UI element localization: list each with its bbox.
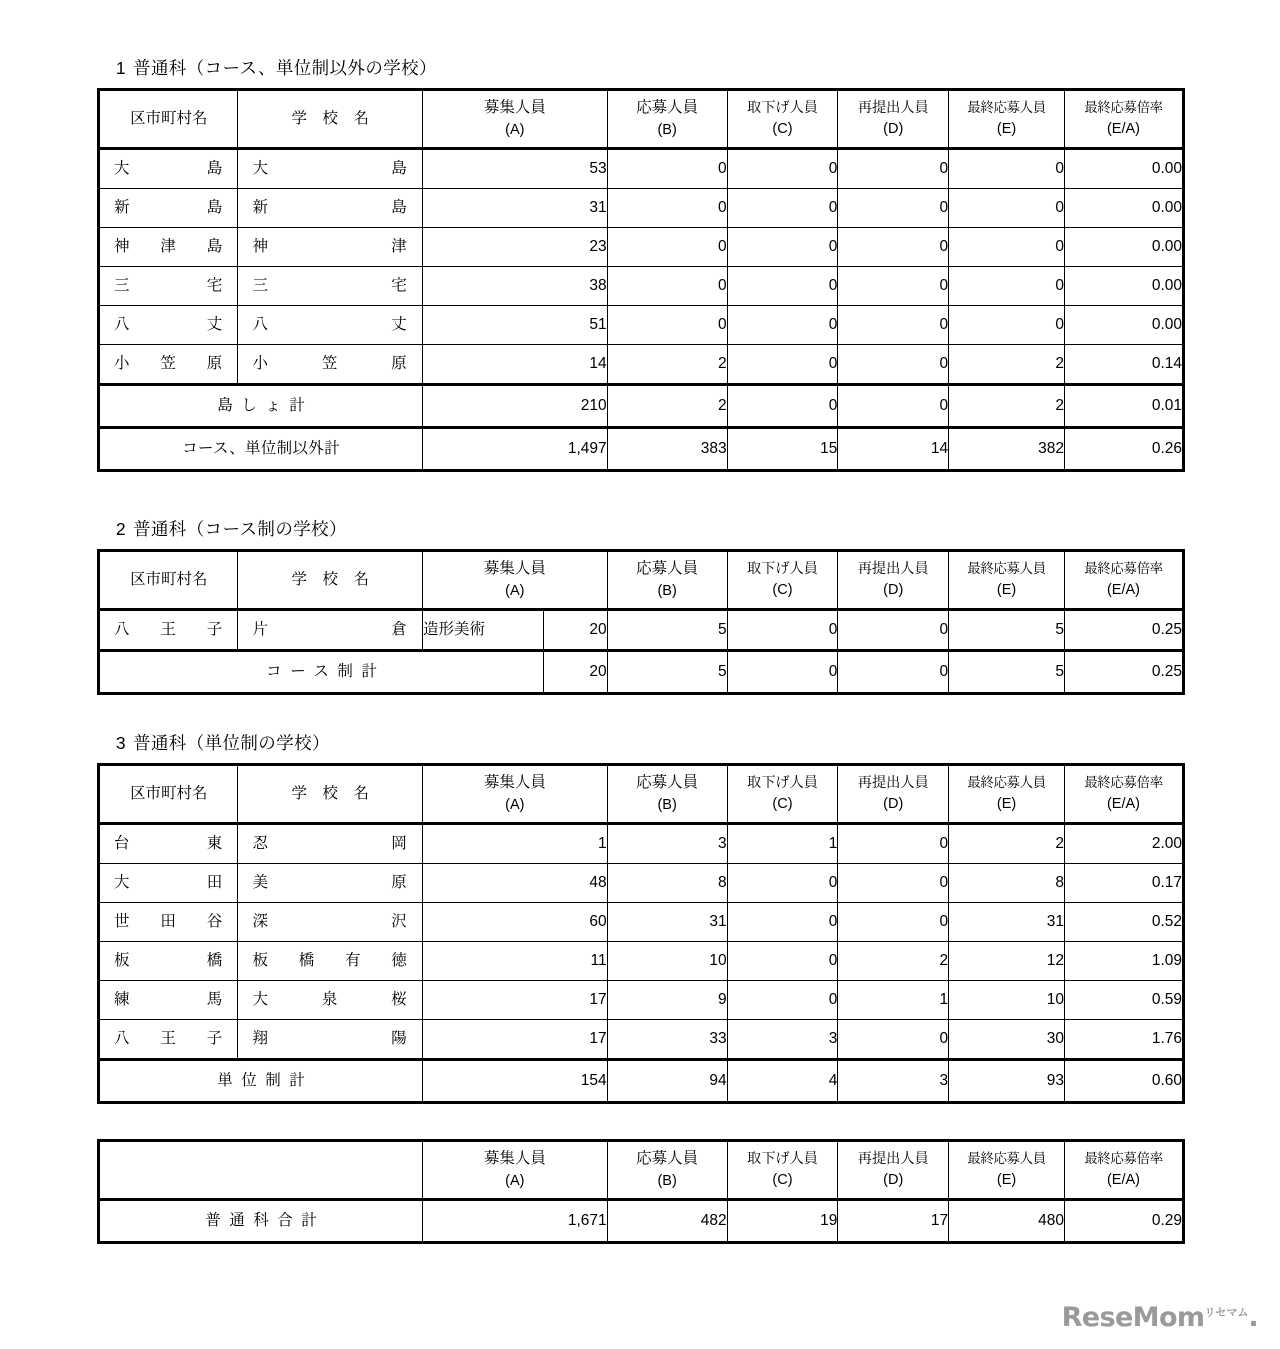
cell-withdrawn-c: 0	[727, 981, 838, 1020]
column-header-sublabel: (E/A)	[1106, 120, 1140, 137]
table-row	[99, 189, 1184, 228]
cell-school	[238, 345, 423, 385]
total-applicants-b: 94	[607, 1060, 727, 1103]
cell-capacity-a: 60	[423, 903, 608, 942]
column-header-sublabel: (A)	[505, 122, 525, 139]
table-row	[99, 942, 1184, 981]
total-label	[99, 385, 423, 428]
cell-applicants-b: 9	[607, 981, 727, 1020]
column-header-2	[423, 551, 608, 610]
section-1-title: 普通科（コース、単位制以外の学校）	[133, 58, 437, 78]
cell-city-text: 大田	[114, 874, 224, 892]
column-header-2	[423, 90, 608, 149]
cell-school-text: 八丈	[252, 316, 409, 334]
cell-city	[99, 610, 238, 651]
cell-applicants-b: 3	[607, 824, 727, 864]
column-header-label: 最終応募人員	[967, 100, 1046, 116]
cell-withdrawn-c: 3	[727, 1020, 838, 1060]
column-header-1	[238, 765, 423, 824]
table-row	[99, 864, 1184, 903]
column-header-3	[607, 1141, 727, 1200]
column-header-sublabel: (A)	[505, 583, 525, 600]
column-header-label: 応募人員	[636, 99, 699, 117]
cell-school-text: 神津	[252, 238, 409, 256]
cell-resubmitted-d: 0	[838, 189, 949, 228]
cell-school-text: 小笠原	[252, 355, 409, 373]
column-header-sublabel: (E/A)	[1106, 581, 1140, 598]
cell-final-applicants-e: 8	[949, 864, 1065, 903]
cell-withdrawn-c: 0	[727, 267, 838, 306]
table-total-row-grand	[99, 1200, 1184, 1243]
cell-withdrawn-c: 0	[727, 149, 838, 189]
cell-final-applicants-e: 30	[949, 1020, 1065, 1060]
cell-city-text: 八王子	[114, 1030, 224, 1048]
column-header-label: 最終応募人員	[967, 775, 1046, 791]
watermark-text: ReseMom	[1061, 1302, 1205, 1333]
cell-city	[99, 228, 238, 267]
cell-final-applicants-e: 0	[949, 149, 1065, 189]
column-header-5	[838, 551, 949, 610]
cell-withdrawn-c: 0	[727, 864, 838, 903]
table-row	[99, 610, 1184, 651]
column-header-4	[727, 765, 838, 824]
column-header-label: 最終応募倍率	[1084, 1151, 1163, 1167]
watermark-kana: リセマム	[1204, 1306, 1249, 1319]
cell-school-text: 大島	[252, 160, 409, 178]
total-capacity-a: 210	[423, 385, 608, 428]
total-final-ratio-ea: 0.25	[1064, 651, 1183, 694]
resemom-watermark	[1062, 1302, 1258, 1333]
column-header-sublabel: (E)	[996, 795, 1017, 812]
cell-final-applicants-e: 31	[949, 903, 1065, 942]
cell-city-text: 新島	[114, 199, 224, 217]
cell-city-text: 三宅	[114, 277, 224, 295]
column-header-2	[423, 1141, 608, 1200]
cell-capacity-a: 53	[423, 149, 608, 189]
cell-applicants-b: 2	[607, 345, 727, 385]
cell-final-applicants-e: 2	[949, 345, 1065, 385]
cell-city-text: 八丈	[114, 316, 224, 334]
cell-withdrawn-c: 0	[727, 306, 838, 345]
cell-resubmitted-d: 0	[838, 864, 949, 903]
section-3-title: 普通科（単位制の学校）	[133, 733, 330, 753]
cell-final-ratio-ea: 0.00	[1064, 267, 1183, 306]
column-header-sublabel: (C)	[772, 582, 793, 599]
column-header-sublabel: (A)	[505, 797, 525, 814]
total-final-ratio-ea: 0.29	[1064, 1200, 1183, 1243]
column-header-label: 区市町村名	[129, 571, 208, 589]
column-header-4	[727, 1141, 838, 1200]
total-final-applicants-e: 382	[949, 428, 1065, 471]
total-label-text: 普通科合計	[205, 1212, 326, 1230]
total-final-ratio-ea: 0.26	[1064, 428, 1183, 471]
column-header-7	[1064, 551, 1183, 610]
table-total-row-credit-system	[99, 1060, 1184, 1103]
cell-withdrawn-c: 0	[727, 228, 838, 267]
total-withdrawn-c: 19	[727, 1200, 838, 1243]
cell-final-ratio-ea: 0.14	[1064, 345, 1183, 385]
column-header-7	[1064, 1141, 1183, 1200]
total-withdrawn-c: 4	[727, 1060, 838, 1103]
cell-final-ratio-ea: 1.76	[1064, 1020, 1183, 1060]
cell-school	[238, 610, 423, 651]
cell-final-ratio-ea: 0.52	[1064, 903, 1183, 942]
table-grand-total	[97, 1139, 1185, 1244]
column-header-label: 募集人員	[483, 774, 546, 792]
column-header-label: 取下げ人員	[746, 561, 818, 577]
cell-city-text: 神津島	[114, 238, 224, 256]
table-header-row	[99, 90, 1184, 149]
cell-resubmitted-d: 0	[838, 610, 949, 651]
column-header-label: 応募人員	[636, 1150, 699, 1168]
column-header-label: 学 校 名	[291, 571, 369, 589]
total-resubmitted-d: 0	[838, 651, 949, 694]
total-resubmitted-d: 3	[838, 1060, 949, 1103]
section-3-number: 3	[115, 733, 126, 753]
column-header-7	[1064, 765, 1183, 824]
total-capacity-a: 20	[544, 651, 608, 694]
cell-city-text: 八王子	[114, 621, 224, 639]
cell-final-ratio-ea: 0.00	[1064, 189, 1183, 228]
table-row	[99, 345, 1184, 385]
cell-applicants-b: 33	[607, 1020, 727, 1060]
total-capacity-a: 1,671	[423, 1200, 608, 1243]
column-header-0	[99, 90, 238, 149]
cell-capacity-a: 17	[423, 1020, 608, 1060]
total-applicants-b: 383	[607, 428, 727, 471]
cell-withdrawn-c: 0	[727, 189, 838, 228]
cell-resubmitted-d: 0	[838, 903, 949, 942]
cell-school-text: 深沢	[252, 913, 409, 931]
column-header-sublabel: (E/A)	[1106, 795, 1140, 812]
column-header-label: 最終応募人員	[967, 561, 1046, 577]
cell-school	[238, 267, 423, 306]
total-label	[99, 651, 544, 694]
column-header-sublabel: (A)	[505, 1173, 525, 1190]
cell-city	[99, 149, 238, 189]
section-2-number: 2	[115, 519, 126, 539]
total-capacity-a: 1,497	[423, 428, 608, 471]
cell-applicants-b: 0	[607, 189, 727, 228]
column-header-label: 応募人員	[636, 774, 699, 792]
cell-school-text: 三宅	[252, 277, 409, 295]
column-header-sublabel: (D)	[883, 121, 904, 138]
column-header-sublabel: (B)	[657, 1173, 677, 1190]
column-header-sublabel: (E/A)	[1106, 1171, 1140, 1188]
table-row	[99, 1020, 1184, 1060]
cell-final-ratio-ea: 0.25	[1064, 610, 1183, 651]
column-header-label: 募集人員	[483, 560, 546, 578]
column-header-1	[238, 551, 423, 610]
column-header-label: 区市町村名	[129, 785, 208, 803]
column-header-5	[838, 1141, 949, 1200]
column-header-label: 取下げ人員	[747, 100, 818, 116]
column-header-4	[727, 551, 838, 610]
column-header-sublabel: (E)	[996, 120, 1017, 137]
cell-school	[238, 824, 423, 864]
total-label-text: 島しょ計	[217, 397, 314, 415]
column-header-label: 最終応募倍率	[1084, 775, 1163, 791]
cell-final-ratio-ea: 0.17	[1064, 864, 1183, 903]
column-header-label: 取下げ人員	[747, 1151, 818, 1167]
column-header-label: 募集人員	[483, 99, 546, 117]
cell-withdrawn-c: 0	[727, 903, 838, 942]
column-header-sublabel: (D)	[883, 796, 904, 813]
cell-school-text: 片倉	[252, 621, 409, 639]
cell-final-ratio-ea: 0.00	[1064, 228, 1183, 267]
cell-applicants-b: 0	[607, 267, 727, 306]
table-row	[99, 981, 1184, 1020]
cell-city-text: 板橋	[114, 952, 224, 970]
cell-city	[99, 267, 238, 306]
watermark-dot: .	[1248, 1302, 1258, 1333]
column-header-4	[727, 90, 838, 149]
column-header-label: 応募人員	[636, 560, 699, 578]
total-final-applicants-e: 5	[949, 651, 1065, 694]
cell-applicants-b: 0	[607, 149, 727, 189]
column-header-sublabel: (D)	[883, 582, 904, 599]
total-applicants-b: 482	[607, 1200, 727, 1243]
total-withdrawn-c: 0	[727, 385, 838, 428]
table-ordinary-credit-system	[97, 763, 1185, 1104]
cell-city	[99, 981, 238, 1020]
cell-withdrawn-c: 0	[727, 610, 838, 651]
cell-school	[238, 903, 423, 942]
column-header-0	[99, 551, 238, 610]
column-header-3	[607, 551, 727, 610]
cell-capacity-a: 31	[423, 189, 608, 228]
cell-school-text: 板橋有徳	[252, 952, 409, 970]
total-label	[99, 428, 423, 471]
cell-applicants-b: 0	[607, 306, 727, 345]
cell-school-text: 新島	[252, 199, 409, 217]
column-header-label: 最終応募倍率	[1084, 100, 1163, 116]
column-header-sublabel: (B)	[657, 583, 677, 600]
total-label-text: 単位制計	[217, 1072, 314, 1090]
column-header-sublabel: (C)	[772, 796, 793, 813]
cell-resubmitted-d: 0	[838, 149, 949, 189]
column-header-label: 再提出人員	[857, 561, 929, 577]
cell-final-applicants-e: 0	[949, 306, 1065, 345]
total-label	[99, 1200, 423, 1243]
cell-school-text: 翔陽	[252, 1030, 409, 1048]
cell-city	[99, 1020, 238, 1060]
cell-resubmitted-d: 0	[838, 345, 949, 385]
column-header-6	[949, 551, 1065, 610]
table-row	[99, 228, 1184, 267]
column-header-label: 学 校 名	[291, 110, 370, 128]
cell-course: 造形美術	[423, 610, 544, 651]
total-withdrawn-c: 15	[727, 428, 838, 471]
total-applicants-b: 2	[607, 385, 727, 428]
cell-capacity-a: 20	[544, 610, 608, 651]
column-header-label: 再提出人員	[857, 775, 929, 791]
cell-resubmitted-d: 0	[838, 306, 949, 345]
table-ordinary-non-course-non-credit	[97, 88, 1185, 472]
total-resubmitted-d: 14	[838, 428, 949, 471]
total-capacity-a: 154	[423, 1060, 608, 1103]
column-header-2	[423, 765, 608, 824]
cell-school	[238, 981, 423, 1020]
total-label-text: コース、単位制以外計	[182, 440, 340, 458]
total-final-ratio-ea: 0.01	[1064, 385, 1183, 428]
cell-city	[99, 345, 238, 385]
cell-city-text: 小笠原	[114, 355, 224, 373]
cell-final-applicants-e: 0	[949, 228, 1065, 267]
total-label-text: コース制計	[266, 663, 386, 681]
table-row	[99, 824, 1184, 864]
total-final-applicants-e: 93	[949, 1060, 1065, 1103]
column-header-label: 区市町村名	[129, 110, 208, 128]
cell-capacity-a: 51	[423, 306, 608, 345]
total-label	[99, 1060, 423, 1103]
cell-city	[99, 864, 238, 903]
cell-applicants-b: 10	[607, 942, 727, 981]
section-1-number: 1	[115, 58, 126, 78]
total-resubmitted-d: 0	[838, 385, 949, 428]
cell-resubmitted-d: 0	[838, 228, 949, 267]
cell-applicants-b: 31	[607, 903, 727, 942]
table-row	[99, 267, 1184, 306]
cell-school	[238, 306, 423, 345]
cell-withdrawn-c: 1	[727, 824, 838, 864]
column-header-sublabel: (E)	[996, 581, 1017, 598]
cell-final-applicants-e: 10	[949, 981, 1065, 1020]
table-ordinary-course-system	[97, 549, 1185, 695]
column-header-6	[949, 90, 1065, 149]
cell-school	[238, 1020, 423, 1060]
cell-final-applicants-e: 2	[949, 824, 1065, 864]
cell-final-ratio-ea: 0.00	[1064, 306, 1183, 345]
cell-city-text: 練馬	[114, 991, 224, 1009]
column-header-sublabel: (B)	[657, 122, 677, 139]
cell-city-text: 台東	[114, 835, 224, 853]
cell-final-applicants-e: 12	[949, 942, 1065, 981]
total-final-ratio-ea: 0.60	[1064, 1060, 1183, 1103]
cell-city	[99, 306, 238, 345]
cell-capacity-a: 23	[423, 228, 608, 267]
cell-withdrawn-c: 0	[727, 345, 838, 385]
cell-school-text: 忍岡	[252, 835, 409, 853]
column-header-5	[838, 90, 949, 149]
cell-school-text: 美原	[252, 874, 409, 892]
cell-resubmitted-d: 2	[838, 942, 949, 981]
column-header-sublabel: (C)	[772, 1172, 793, 1189]
cell-capacity-a: 38	[423, 267, 608, 306]
column-header-label: 再提出人員	[857, 100, 929, 116]
cell-school	[238, 189, 423, 228]
column-header-sublabel: (B)	[657, 797, 677, 814]
cell-final-applicants-e: 0	[949, 189, 1065, 228]
cell-school	[238, 228, 423, 267]
cell-capacity-a: 14	[423, 345, 608, 385]
column-header-label: 最終応募人員	[967, 1151, 1046, 1167]
total-final-applicants-e: 2	[949, 385, 1065, 428]
cell-city	[99, 824, 238, 864]
cell-withdrawn-c: 0	[727, 942, 838, 981]
cell-capacity-a: 11	[423, 942, 608, 981]
cell-final-ratio-ea: 1.09	[1064, 942, 1183, 981]
cell-capacity-a: 48	[423, 864, 608, 903]
column-header-label: 取下げ人員	[747, 775, 818, 791]
table-row	[99, 149, 1184, 189]
table-total-row-non-course-non-credit	[99, 428, 1184, 471]
cell-school-text: 大泉桜	[252, 991, 409, 1009]
table-row	[99, 306, 1184, 345]
cell-applicants-b: 0	[607, 228, 727, 267]
cell-resubmitted-d: 0	[838, 267, 949, 306]
column-header-label: 最終応募倍率	[1084, 561, 1163, 577]
table-header-row	[99, 1141, 1184, 1200]
table-header-row	[99, 765, 1184, 824]
cell-final-ratio-ea: 0.59	[1064, 981, 1183, 1020]
cell-city	[99, 942, 238, 981]
section-2-title: 普通科（コース制の学校）	[133, 519, 347, 539]
column-header-6	[949, 1141, 1065, 1200]
column-header-label: 学 校 名	[291, 785, 370, 803]
cell-resubmitted-d: 0	[838, 1020, 949, 1060]
column-header-7	[1064, 90, 1183, 149]
table-row	[99, 903, 1184, 942]
total-resubmitted-d: 17	[838, 1200, 949, 1243]
cell-school	[238, 942, 423, 981]
column-header-3	[607, 765, 727, 824]
column-header-5	[838, 765, 949, 824]
total-withdrawn-c: 0	[727, 651, 838, 694]
column-header-0	[99, 765, 238, 824]
total-final-applicants-e: 480	[949, 1200, 1065, 1243]
column-header-label: 再提出人員	[857, 1151, 929, 1167]
cell-resubmitted-d: 1	[838, 981, 949, 1020]
column-header-3	[607, 90, 727, 149]
empty-header-cell	[99, 1141, 423, 1200]
cell-school	[238, 864, 423, 903]
column-header-sublabel: (D)	[883, 1172, 904, 1189]
cell-capacity-a: 17	[423, 981, 608, 1020]
cell-final-applicants-e: 0	[949, 267, 1065, 306]
cell-final-applicants-e: 5	[949, 610, 1065, 651]
column-header-sublabel: (C)	[772, 121, 793, 138]
cell-city-text: 大島	[114, 160, 224, 178]
column-header-sublabel: (E)	[996, 1171, 1017, 1188]
cell-city-text: 世田谷	[114, 913, 224, 931]
cell-final-ratio-ea: 2.00	[1064, 824, 1183, 864]
cell-resubmitted-d: 0	[838, 824, 949, 864]
table-header-row	[99, 551, 1184, 610]
table-total-row-island	[99, 385, 1184, 428]
total-applicants-b: 5	[607, 651, 727, 694]
cell-applicants-b: 5	[607, 610, 727, 651]
cell-school	[238, 149, 423, 189]
table-total-row-course-system	[99, 651, 1184, 694]
column-header-6	[949, 765, 1065, 824]
cell-applicants-b: 8	[607, 864, 727, 903]
column-header-label: 募集人員	[483, 1150, 546, 1168]
cell-city	[99, 903, 238, 942]
cell-capacity-a: 1	[423, 824, 608, 864]
cell-final-ratio-ea: 0.00	[1064, 149, 1183, 189]
column-header-1	[238, 90, 423, 149]
cell-city	[99, 189, 238, 228]
